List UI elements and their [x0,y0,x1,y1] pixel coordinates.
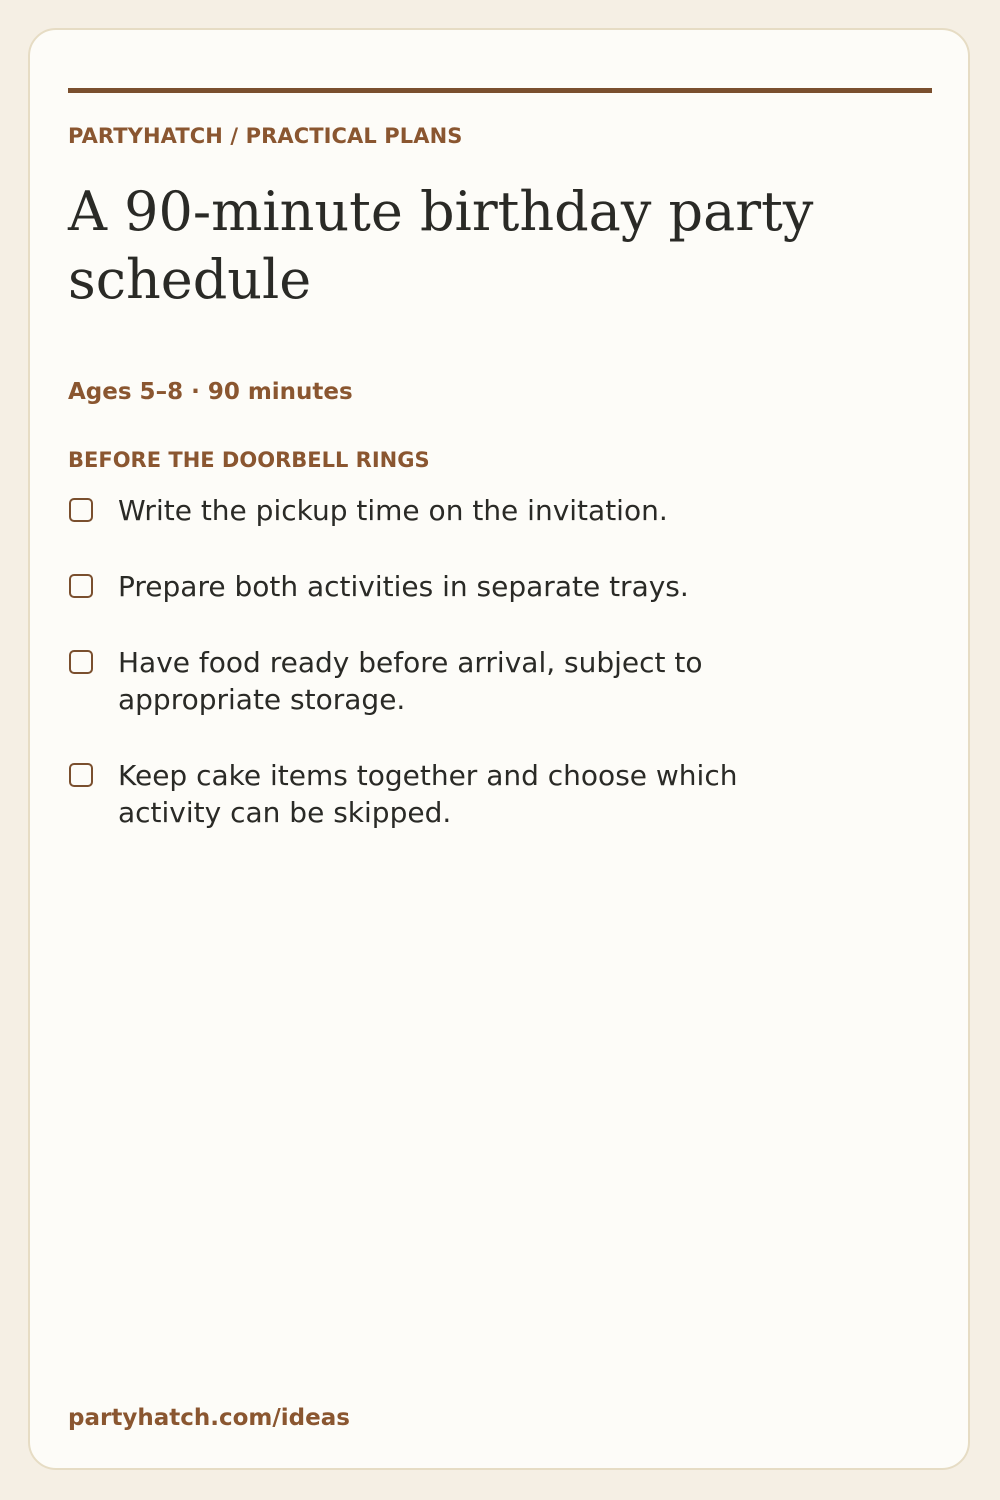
checklist-item [68,644,768,718]
party-meta: Ages 5–8 · 90 minutes [68,379,353,405]
checklist-item [68,757,768,831]
checklist-item-label: Keep cake items together and choose which activity can be skipped. [118,759,738,829]
site-link[interactable]: partyhatch.com/ideas [68,1405,350,1431]
checklist-item-label: Have food ready before arrival, subject to appropriate storage. [118,646,703,716]
article-card [28,28,970,1470]
breadcrumb: PARTYHATCH / PRACTICAL PLANS [68,124,463,148]
page-title: A 90-minute birthday party schedule [68,180,814,311]
checklist-item [68,568,768,605]
checkbox[interactable] [69,650,93,674]
checklist-item-label: Write the pickup time on the invitation. [118,494,668,527]
checklist [68,492,768,870]
checkbox[interactable] [69,498,93,522]
checklist-item [68,492,768,529]
checklist-item-label: Prepare both activities in separate trays. [118,570,689,603]
checkbox[interactable] [69,574,93,598]
top-rule [68,88,932,93]
checkbox[interactable] [69,763,93,787]
section-heading: BEFORE THE DOORBELL RINGS [68,448,430,472]
